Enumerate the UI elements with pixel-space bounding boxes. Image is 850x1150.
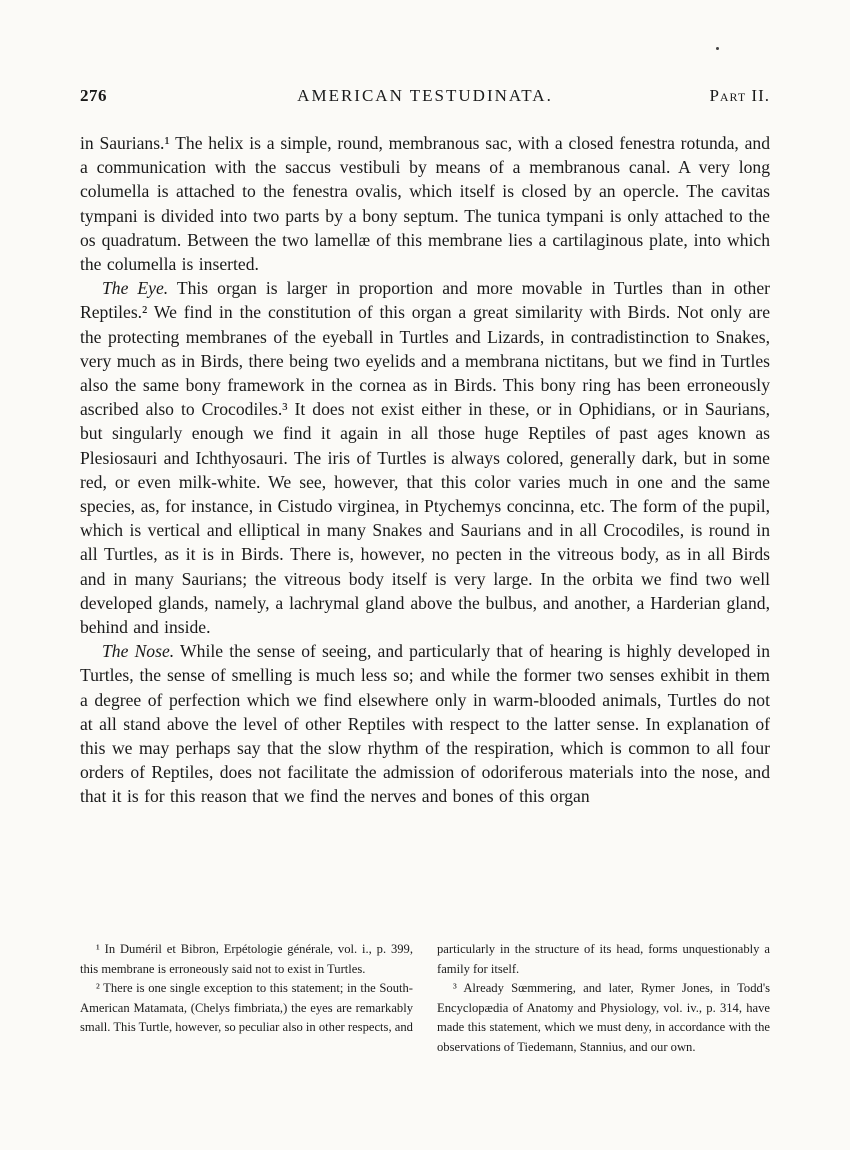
footnote-1: ¹ In Duméril et Bibron, Erpétologie générale, vol. i., p. 399, this membrane is erroneously said not to exist in Turtles. xyxy=(80,942,413,976)
running-header xyxy=(80,86,770,110)
paragraph-text: in Saurians.¹ The helix is a simple, round, membranous sac, with a closed fenestra rotunda, and a communication with the saccus vestibuli by means of a membranous canal. A very long columella is attached to the fenestra ovalis, which itself is closed by an opercle. The cavitas tympani is divided into two parts by a bony septum. The tunica tympani is only attached to the os quadratum. Between the two lamellæ of this membrane lies a cartilaginous plate, into which the columella is inserted. xyxy=(80,133,770,275)
running-title: AMERICAN TESTUDINATA. xyxy=(297,86,553,105)
book-page xyxy=(80,0,770,1150)
section-lead-eye: The Eye. xyxy=(102,278,169,299)
footnotes xyxy=(80,940,770,1058)
paragraph-nose xyxy=(80,639,770,808)
part-label: Part II. xyxy=(709,86,770,105)
footnote-2: ² There is one single exception to this statement; in the South-American Matamata, (Chelys fimbriata,) the eyes are remarkably small. This Turtle, however, so peculiar also in other respects, and xyxy=(80,981,413,1035)
paragraph-eye xyxy=(80,276,770,639)
footnote-2-continued: particularly in the structure of its head, forms unquestionably a family for itself. xyxy=(437,942,770,976)
paragraph-text: This organ is larger in proportion and more movable in Turtles than in other Reptiles.² We find in the constitution of this organ a great similarity with Birds. Not only are the protecting membranes of the eyeball in Turtles and Lizards, in contradistinction to Snakes, very much as in Birds, there being two eyelids and a membrana nictitans, but we find in Turtles also the same bony framework in the cornea as in Birds. This bony ring has been erroneously ascribed also to Crocodiles.³ It does not exist either in these, or in Ophidians, or in Saurians, but singularly enough we find it again in all those huge Reptiles of past ages known as Plesiosauri and Ichthyosauri. The iris of Turtles is always colored, generally dark, but in some red, or even milk-white. We see, however, that this color varies much in one and the same species, as, for instance, in Cistudo virginea, in Ptychemys concinna, etc. The form of the pupil, which is vertical and elliptical in many Snakes and Saurians and in all Crocodiles, is round in all Turtles, as it is in Birds. There is, however, no pecten in the vitreous body, as in all Birds and in many Saurians; the vitreous body itself is very large. In the orbita we find two well developed glands, namely, a lachrymal gland above the bulbus, and another, a Harderian gland, behind and inside. xyxy=(80,278,770,638)
footnotes-right-column xyxy=(437,940,770,1058)
page-number: 276 xyxy=(80,86,107,105)
footnote-3: ³ Already Sœmmering, and later, Rymer Jones, in Todd's Encyclopædia of Anatomy and Physiology, vol. iv., p. 314, have made this statement, which we must deny, in accordance with the observations of Tiedemann, Stannius, and our own. xyxy=(437,981,770,1054)
paragraph-text: While the sense of seeing, and particularly that of hearing is highly developed in Turtles, the sense of smelling is much less so; and while the former two senses exhibit in them a degree of perfection which we find elsewhere only in warm-blooded animals, Turtles do not at all stand above the level of other Reptiles with respect to the latter sense. In explanation of this we may perhaps say that the slow rhythm of the respiration, which is common to all four orders of Reptiles, does not facilitate the admission of odoriferous materials into the nose, and that it is for this reason that we find the nerves and bones of this organ xyxy=(80,641,770,807)
main-text xyxy=(80,131,770,809)
footnotes-left-column xyxy=(80,940,413,1058)
paragraph-hearing-continued xyxy=(80,131,770,276)
section-lead-nose: The Nose. xyxy=(102,641,175,662)
